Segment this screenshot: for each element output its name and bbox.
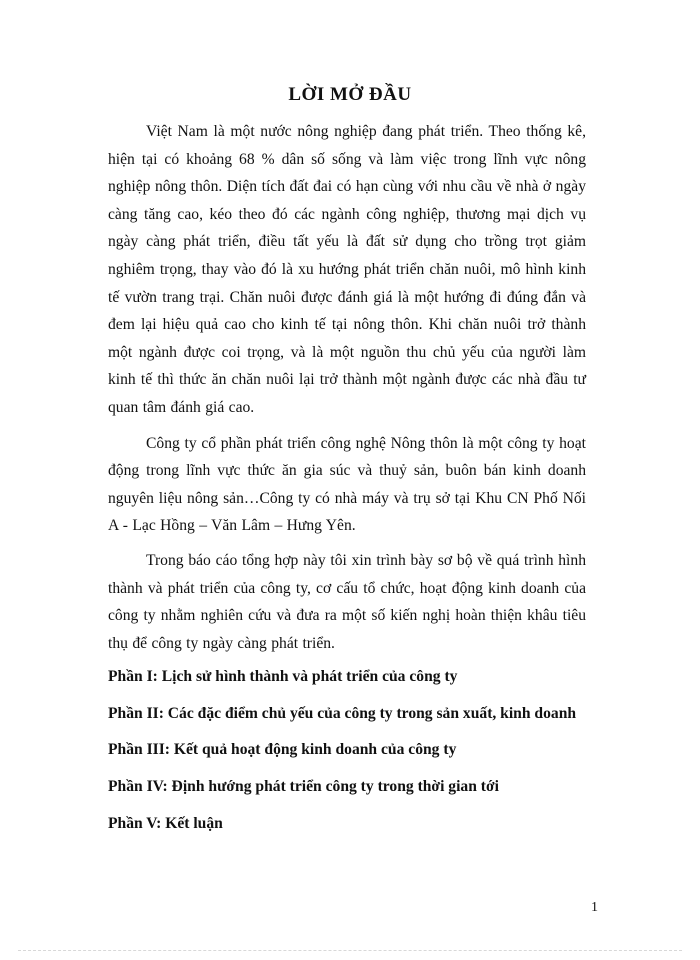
page-title: LỜI MỞ ĐẦU [288,84,412,105]
section-heading-5: Phần V: Kết luận [108,814,223,832]
paragraph-company: Công ty cổ phần phát triển công nghệ Nông thôn là một công ty hoạt động trong lĩnh vực thức ăn gia súc và thuỷ sản, buôn bán kinh doanh nguyên liệu nông sản…Công ty có nhà máy và trụ sở tại Khu CN Phố Nối A - Lạc Hồng – Văn Lâm – Hưng Yên. [108,434,586,535]
paragraph-intro: Việt Nam là một nước nông nghiệp đang phát triển. Theo thống kê, hiện tại có khoảng 68 % dân số sống và làm việc trong lĩnh vực nông nghiệp nông thôn. Diện tích đất đai có hạn cùng với nhu cầu về nhà ở ngày càng tăng cao, kéo theo đó các ngành công nghiệp, thương mại dịch vụ ngày càng phát triển, điều tất yếu là đất sử dụng cho trồng trọt giảm nghiêm trọng, thay vào đó là xu hướng phát triển chăn nuôi, mô hình kinh tế vườn trang trại. Chăn nuôi được đánh giá là một hướng đi đúng đắn và đem lại hiệu quả cao cho kinh tế tại nông thôn. Khi chăn nuôi trở thành một ngành được coi trọng, và là một nguồn thu chủ yếu của người làm kinh tế thì thức ăn chăn nuôi lại trở thành một ngành được các nhà đầu tư quan tâm đánh giá cao. [108,123,586,416]
section-heading-1: Phần I: Lịch sử hình thành và phát triển của công ty [108,668,458,686]
page-bottom-divider [18,950,682,951]
section-heading-2: Phần II: Các đặc điểm chủ yếu của công ty trong sản xuất, kinh doanh [108,704,577,722]
document-body [108,118,586,837]
section-heading-4: Phần IV: Định hướng phát triển công ty trong thời gian tới [108,778,499,796]
paragraph-report-scope: Trong báo cáo tổng hợp này tôi xin trình bày sơ bộ về quá trình hình thành và phát triển của công ty, cơ cấu tổ chức, hoạt động kinh doanh của công ty nhằm nghiên cứu và đưa ra một số kiến nghị hoàn thiện khâu tiêu thụ để công ty ngày càng phát triển. [108,551,586,652]
page-number: 1 [591,900,598,915]
section-heading-3: Phần III: Kết quả hoạt động kinh doanh của công ty [108,741,457,759]
